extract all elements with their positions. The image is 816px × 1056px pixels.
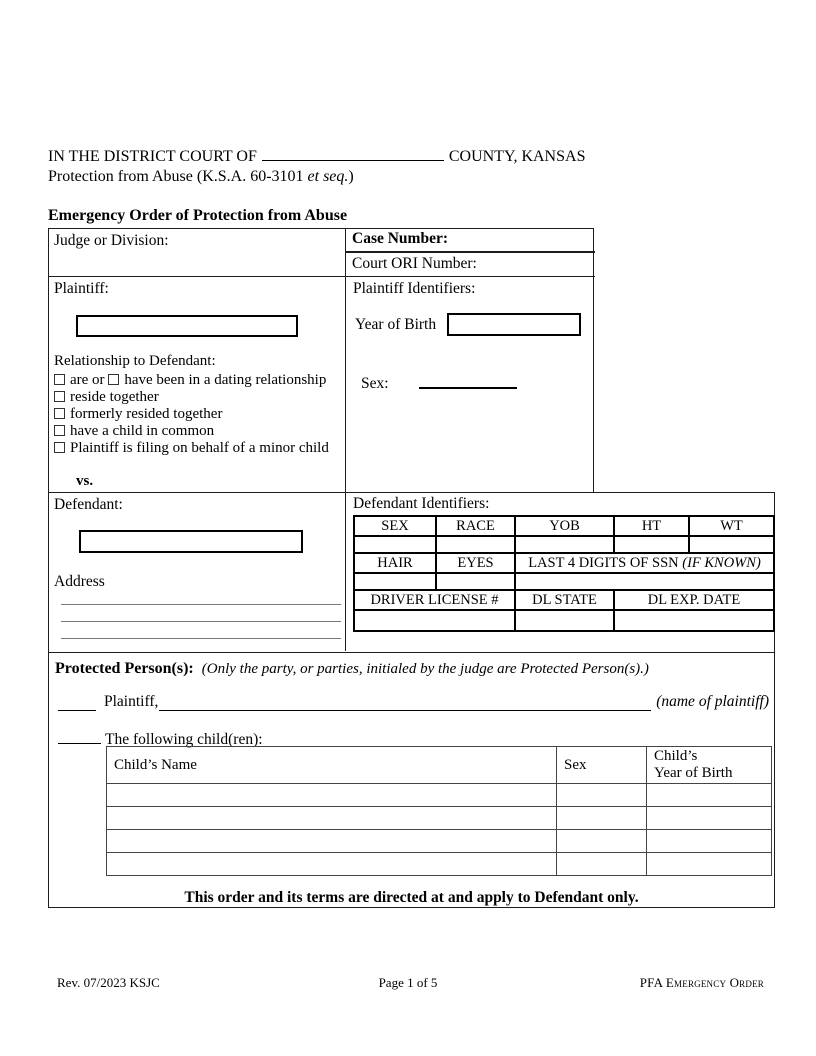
race-value-cell[interactable]: [436, 536, 515, 553]
formerly-resided-checkbox[interactable]: [54, 408, 65, 419]
reside-together-checkbox[interactable]: [54, 391, 65, 402]
header-ht: HT: [614, 516, 689, 536]
child-name-header: Child’s Name: [107, 747, 557, 784]
ht-value-cell[interactable]: [614, 536, 689, 553]
year-of-birth-label: Year of Birth: [355, 316, 437, 333]
relationship-label: Relationship to Defendant:: [54, 353, 216, 369]
defendant-identifiers-grid: [353, 515, 775, 632]
plaintiff-initial-blank[interactable]: [58, 696, 96, 711]
header-sex: SEX: [354, 516, 436, 536]
formerly-resided-text: formerly resided together: [70, 406, 223, 422]
child-row: [107, 784, 772, 807]
relationship-option-reside: [54, 389, 159, 406]
judge-division-label: Judge or Division:: [54, 232, 169, 249]
address-line-1[interactable]: [61, 604, 341, 605]
defendant-table: [48, 492, 775, 652]
child-yob-cell[interactable]: [647, 807, 772, 830]
protected-persons-title: Protected Person(s):: [55, 660, 194, 677]
sex-value-cell[interactable]: [354, 536, 436, 553]
year-of-birth-input[interactable]: [447, 313, 581, 336]
dl-state-value-cell[interactable]: [515, 610, 614, 631]
child-sex-cell[interactable]: [557, 784, 647, 807]
plaintiff-identifiers-cell: [346, 277, 595, 493]
plaintiff-protected-line: [58, 693, 769, 711]
wt-value-cell[interactable]: [689, 536, 774, 553]
protected-persons-title-line: [55, 660, 649, 678]
header-dl-exp-date: DL EXP. DATE: [614, 590, 774, 610]
child-yob-header: [647, 747, 772, 784]
child-name-cell[interactable]: [107, 784, 557, 807]
reside-together-text: reside together: [70, 389, 159, 405]
child-name-cell[interactable]: [107, 830, 557, 853]
case-info-table: [48, 228, 594, 492]
defendant-cell: [49, 493, 346, 651]
protected-persons-section: [48, 652, 775, 908]
are-checkbox[interactable]: [54, 374, 65, 385]
yob-value-cell[interactable]: [515, 536, 614, 553]
statute-line: [48, 168, 354, 186]
child-name-cell[interactable]: [107, 807, 557, 830]
header-dl-state: DL STATE: [515, 590, 614, 610]
sex-label: Sex:: [361, 375, 389, 392]
court-header-suffix: COUNTY, KANSAS: [448, 148, 586, 165]
vs-label: vs.: [76, 473, 94, 489]
plaintiff-label: Plaintiff:: [54, 280, 109, 297]
header-driver-license: DRIVER LICENSE #: [354, 590, 515, 610]
child-yob-cell[interactable]: [647, 784, 772, 807]
children-table: [106, 746, 772, 876]
behalf-minor-checkbox[interactable]: [54, 442, 65, 453]
child-sex-cell[interactable]: [557, 807, 647, 830]
children-initial-blank[interactable]: [58, 729, 101, 744]
ssn-if-known-note: (IF KNOWN): [682, 554, 761, 571]
court-ori-label: Court ORI Number:: [352, 255, 477, 272]
name-of-plaintiff-note: (name of plaintiff): [656, 693, 769, 710]
child-row: [107, 807, 772, 830]
ssn-label-text: LAST 4 DIGITS OF SSN: [528, 554, 679, 571]
relationship-option-minor: [54, 440, 329, 457]
form-title: Emergency Order of Protection from Abuse: [48, 207, 348, 224]
footer-revision: Rev. 07/2023 KSJC: [57, 975, 160, 990]
plaintiff-word: Plaintiff,: [104, 693, 159, 710]
following-children-label: The following child(ren):: [105, 731, 263, 748]
child-yob-header-line2: Year of Birth: [654, 765, 733, 781]
defendant-identifiers-label: Defendant Identifiers:: [353, 495, 490, 512]
eyes-value-cell[interactable]: [436, 573, 515, 590]
dating-relationship-text: have been in a dating relationship: [124, 372, 327, 388]
footer-form-name: PFA Emergency Order: [639, 975, 764, 990]
sex-blank-line[interactable]: [419, 373, 517, 389]
header-hair: HAIR: [354, 553, 436, 573]
address-line-2[interactable]: [61, 621, 341, 622]
statute-text: Protection from Abuse (K.S.A. 60-3101: [48, 168, 304, 185]
address-line-3[interactable]: [61, 638, 341, 639]
court-header-prefix: IN THE DISTRICT COURT OF: [48, 148, 257, 165]
header-race: RACE: [436, 516, 515, 536]
hair-value-cell[interactable]: [354, 573, 436, 590]
driver-license-value-cell[interactable]: [354, 610, 515, 631]
behalf-minor-text: Plaintiff is filing on behalf of a minor child: [70, 440, 329, 456]
child-sex-header: Sex: [557, 747, 647, 784]
have-been-checkbox[interactable]: [108, 374, 119, 385]
header-ssn: [515, 553, 774, 573]
case-number-label: Case Number:: [352, 230, 448, 247]
header-eyes: EYES: [436, 553, 515, 573]
child-in-common-checkbox[interactable]: [54, 425, 65, 436]
ssn-value-cell[interactable]: [515, 573, 774, 590]
statute-et-seq: et seq.: [307, 168, 349, 185]
child-sex-cell[interactable]: [557, 830, 647, 853]
court-ori-cell[interactable]: [346, 253, 595, 277]
court-header-line: [48, 146, 585, 166]
child-row: [107, 853, 772, 876]
are-or-text: are or: [70, 372, 105, 388]
defendant-name-input[interactable]: [79, 530, 303, 553]
plaintiff-identifiers-label: Plaintiff Identifiers:: [353, 280, 476, 297]
plaintiff-cell: [49, 277, 346, 493]
relationship-option-child: [54, 423, 214, 440]
protected-persons-note: (Only the party, or parties, initialed by the judge are Protected Person(s).): [201, 661, 649, 677]
plaintiff-name-blank[interactable]: [159, 696, 651, 711]
child-name-cell[interactable]: [107, 853, 557, 876]
header-yob: YOB: [515, 516, 614, 536]
child-yob-cell[interactable]: [647, 853, 772, 876]
case-number-cell[interactable]: [346, 229, 595, 253]
judge-division-cell[interactable]: [49, 229, 346, 277]
plaintiff-name-input[interactable]: [76, 315, 298, 337]
defendant-identifiers-cell: [346, 493, 776, 651]
child-in-common-text: have a child in common: [70, 423, 215, 439]
statute-close-paren: ): [348, 168, 354, 185]
header-wt: WT: [689, 516, 774, 536]
child-yob-cell[interactable]: [647, 830, 772, 853]
defendant-label: Defendant:: [54, 496, 123, 513]
dl-exp-date-value-cell[interactable]: [614, 610, 774, 631]
relationship-option-dating: [54, 372, 326, 389]
child-row: [107, 830, 772, 853]
child-yob-header-line1: Child’s: [654, 748, 698, 764]
child-sex-cell[interactable]: [557, 853, 647, 876]
directive-statement: This order and its terms are directed at and apply to Defendant only.: [184, 889, 639, 906]
county-name-blank[interactable]: [262, 146, 444, 161]
relationship-option-formerly: [54, 406, 222, 423]
footer-page-number: Page 1 of 5: [378, 975, 438, 990]
address-label: Address: [54, 573, 105, 590]
